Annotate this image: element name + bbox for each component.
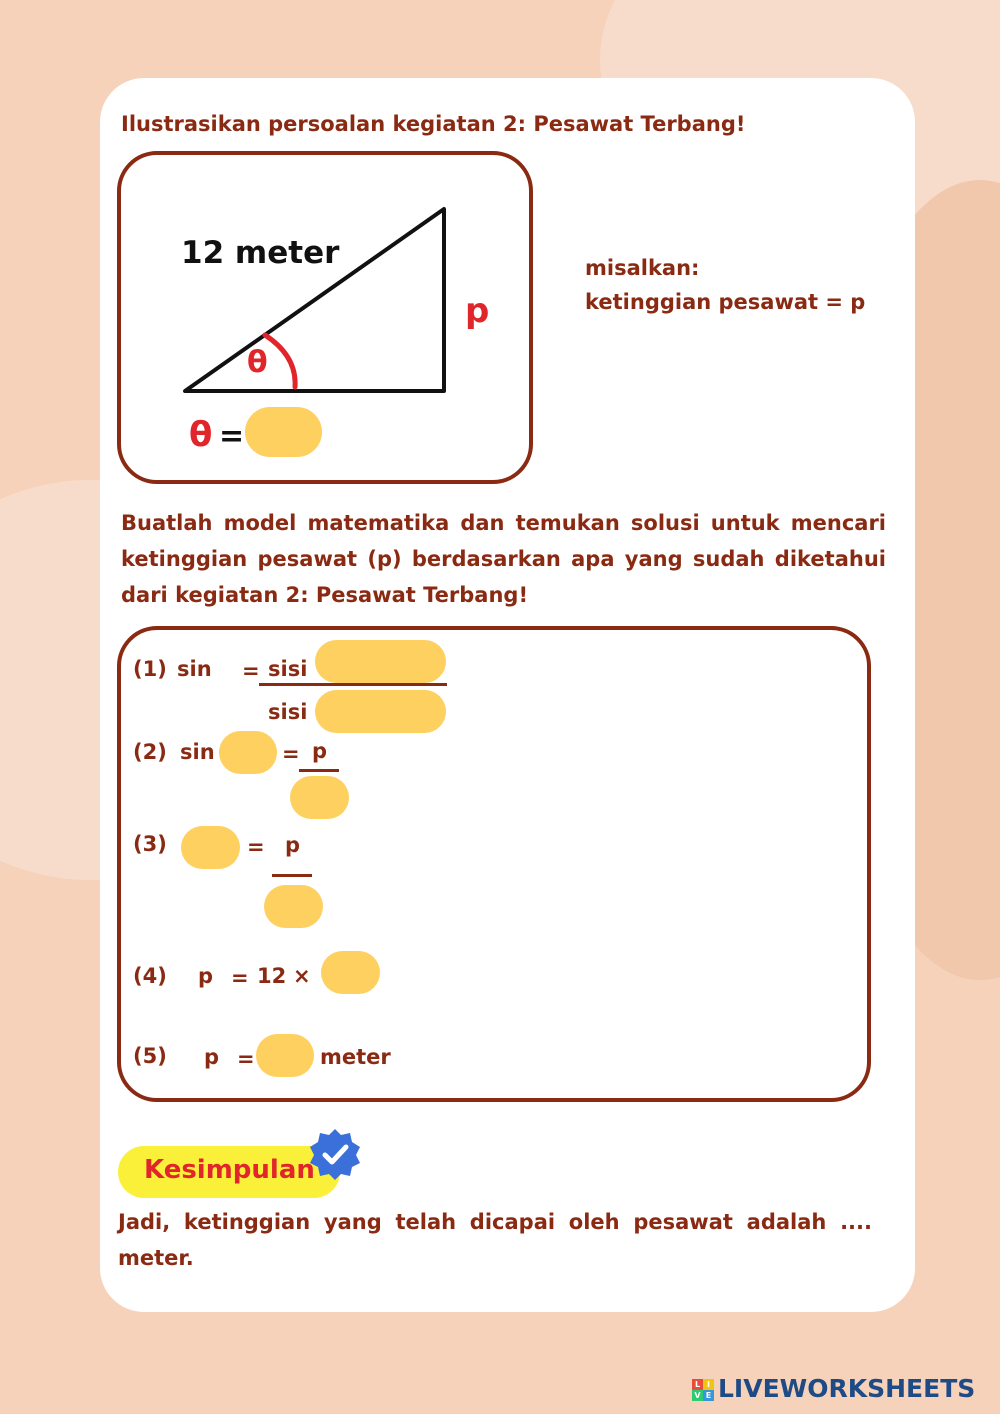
step-4-variable: p <box>198 964 214 988</box>
step-1-function: sin <box>177 657 212 681</box>
step-3-fraction-bar <box>272 874 312 877</box>
triangle-figure-box <box>117 151 533 484</box>
step-2-denominator-input[interactable] <box>290 776 349 819</box>
step-3-left-input[interactable] <box>181 826 240 869</box>
logo-mark-icon <box>692 1379 714 1401</box>
logo-letter-e: E <box>703 1390 714 1401</box>
angle-answer-symbol: θ <box>189 415 213 455</box>
step-2-angle-input[interactable] <box>219 731 277 774</box>
conclusion-badge <box>118 1146 340 1198</box>
notes-line-2: ketinggian pesawat = p <box>585 290 866 314</box>
step-5-variable: p <box>204 1045 220 1069</box>
conclusion-badge-label: Kesimpulan <box>144 1155 315 1185</box>
step-2-function: sin <box>180 740 215 764</box>
step-2-fraction-bar <box>299 769 339 772</box>
step-4-number: (4) <box>133 964 167 988</box>
hypotenuse-label: 12 meter <box>181 235 340 271</box>
liveworksheets-logo <box>692 1374 992 1406</box>
angle-symbol: θ <box>247 345 268 380</box>
angle-equals: = <box>219 419 245 454</box>
step-4-value: 12 <box>257 964 287 988</box>
step-4-equals: = <box>231 966 249 990</box>
step-2-number: (2) <box>133 740 167 764</box>
step-3-equals: = <box>247 835 265 859</box>
logo-wordmark: LIVEWORKSHEETS <box>718 1374 976 1403</box>
notes-line-1: misalkan: <box>585 256 700 280</box>
step-5-equals: = <box>237 1047 255 1071</box>
step-1-denominator-input[interactable] <box>315 690 446 733</box>
step-2-equals: = <box>282 742 300 766</box>
step-1-number: (1) <box>133 657 167 681</box>
step-3-numerator: p <box>285 833 301 857</box>
page-title: Ilustrasikan persoalan kegiatan 2: Pesawat Terbang! <box>121 112 746 136</box>
side-label: p <box>465 291 490 331</box>
step-5-unit: meter <box>320 1045 391 1069</box>
instruction-text: Buatlah model matematika dan temukan solusi untuk mencari ketinggian pesawat (p) berdasarkan apa yang sudah diketahui dari kegiatan 2: Pesawat Terbang! <box>121 511 886 607</box>
angle-answer-input[interactable] <box>245 407 322 457</box>
verified-check-icon <box>308 1127 362 1181</box>
conclusion-text: Jadi, ketinggian yang telah dicapai oleh pesawat adalah .... meter. <box>118 1210 872 1270</box>
step-1-numerator-input[interactable] <box>315 640 446 683</box>
step-1-numerator-word: sisi <box>268 657 308 681</box>
logo-letter-i: I <box>703 1379 714 1390</box>
step-3-number: (3) <box>133 832 167 856</box>
step-5-input[interactable] <box>256 1034 314 1077</box>
step-4-times: × <box>293 964 311 988</box>
step-1-equals: = <box>242 659 260 683</box>
step-1-fraction-bar <box>259 683 447 686</box>
logo-letter-l: L <box>692 1379 703 1390</box>
logo-letter-v: V <box>692 1390 703 1401</box>
step-1-denominator-word: sisi <box>268 700 308 724</box>
step-5-number: (5) <box>133 1044 167 1068</box>
step-3-denominator-input[interactable] <box>264 885 323 928</box>
step-2-numerator: p <box>312 739 328 763</box>
angle-arc <box>265 335 295 387</box>
step-4-input[interactable] <box>321 951 380 994</box>
